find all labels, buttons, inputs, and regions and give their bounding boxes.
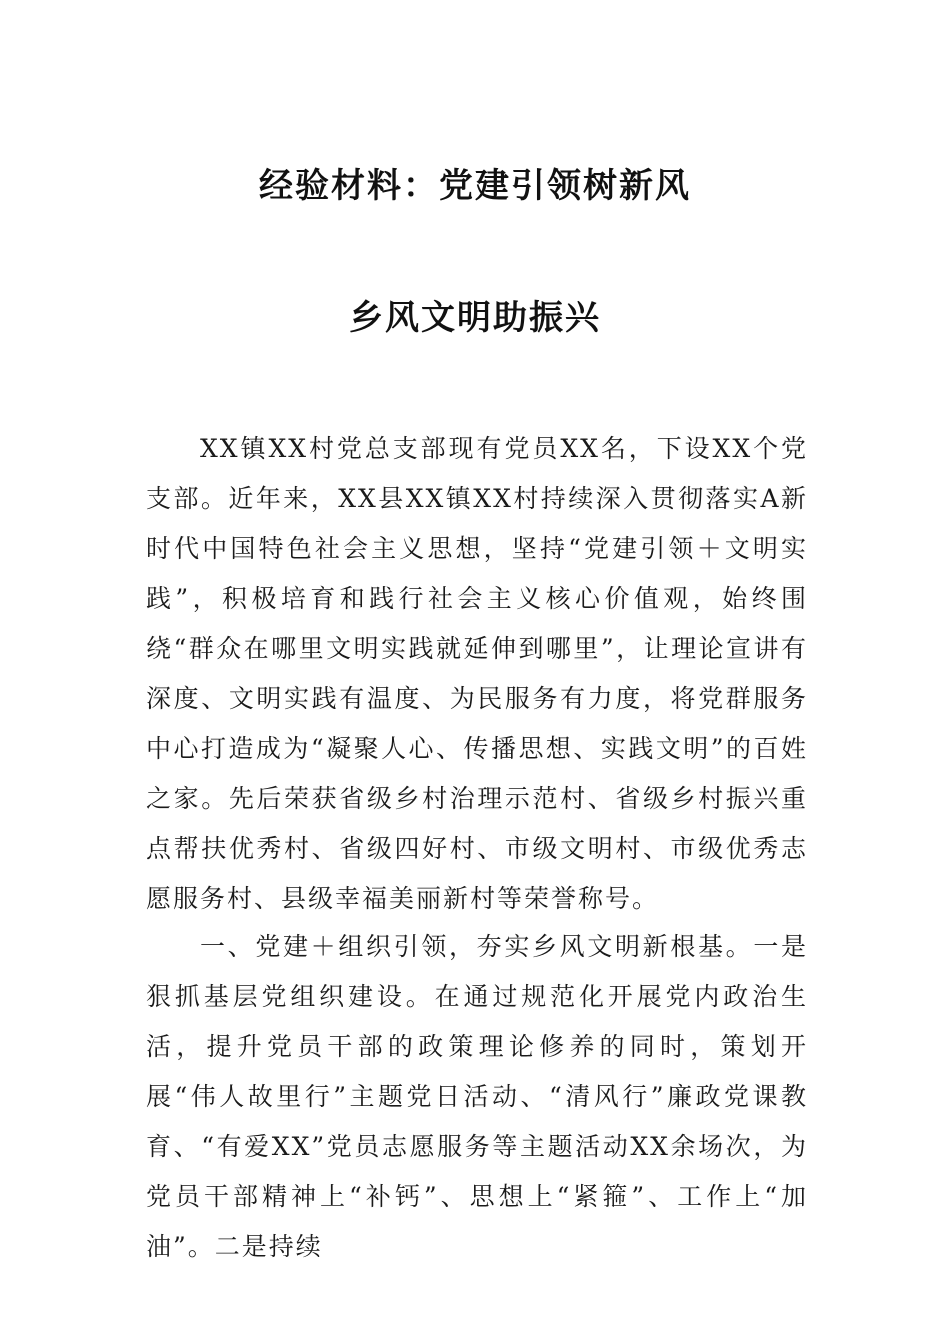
document-title-line-1: 经验材料：党建引领树新风 [259,166,691,206]
body-paragraph-section-1: 一、党建＋组织引领，夯实乡风文明新根基。一是狠抓基层党组织建设。在通过规范化开展党内政治生活，提升党员干部的政策理论修养的同时，策划开展“伟人故里行”主题党日活动、“清风行”廉政党课教育、“有爱XX”党员志愿服务等主题活动XX余场次，为党员干部精神上“补钙”、思想上“紧箍”、工作上“加油”。二是持续 [146,932,808,1261]
body-paragraph-intro: XX镇XX村党总支部现有党员XX名，下设XX个党支部。近年来，XX县XX镇XX村持续深入贯彻落实A新时代中国特色社会主义思想，坚持“党建引领＋文明实践”，积极培育和践行社会主义核心价值观，始终围绕“群众在哪里文明实践就延伸到哪里”，让理论宣讲有深度、文明实践有温度、为民服务有力度，将党群服务中心打造成为“凝聚人心、传播思想、实践文明”的百姓之家。先后荣获省级乡村治理示范村、省级乡村振兴重点帮扶优秀村、省级四好村、市级文明村、市级优秀志愿服务村、县级幸福美丽新村等荣誉称号。 [146,434,808,913]
document-title-line-2: 乡风文明助振兴 [349,298,601,338]
